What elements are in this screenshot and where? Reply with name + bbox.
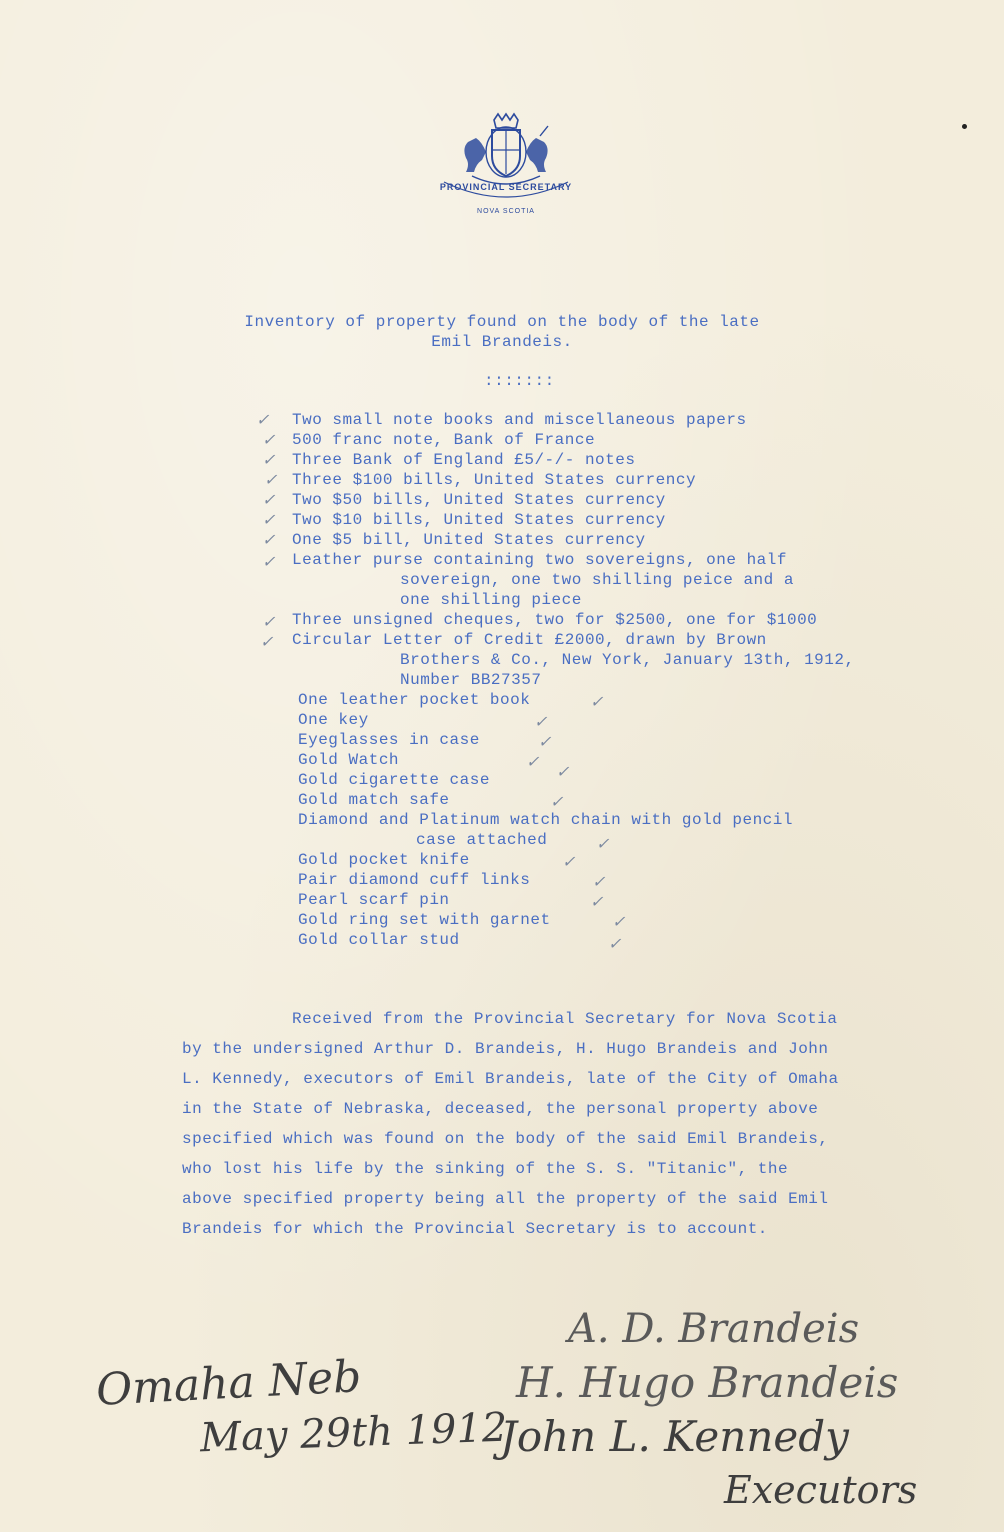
list-item: Gold collar stud xyxy=(298,931,460,949)
coat-of-arms-icon xyxy=(436,112,576,222)
signature-role: Executors xyxy=(724,1468,918,1512)
list-item: Two small note books and miscellaneous papers xyxy=(292,411,747,429)
list-item: case attached xyxy=(416,831,548,849)
check-mark-icon: ✓ xyxy=(596,834,610,853)
list-item: Leather purse containing two sovereigns, one half xyxy=(292,551,787,569)
list-item: 500 franc note, Bank of France xyxy=(292,431,596,449)
check-mark-icon: ✓ xyxy=(262,490,276,509)
list-item: Brothers & Co., New York, January 13th, 1912, xyxy=(400,651,855,669)
list-item: One key xyxy=(298,711,369,729)
check-mark-icon: ✓ xyxy=(260,632,274,651)
letterhead-crest xyxy=(436,112,576,222)
check-mark-icon: ✓ xyxy=(526,752,540,771)
ink-spot xyxy=(962,124,967,129)
list-item: Gold cigarette case xyxy=(298,771,490,789)
check-mark-icon: ✓ xyxy=(590,692,604,711)
check-mark-icon: ✓ xyxy=(262,612,276,631)
list-item: One $5 bill, United States currency xyxy=(292,531,646,549)
check-mark-icon: ✓ xyxy=(262,430,276,449)
list-item: Three $100 bills, United States currency xyxy=(292,471,697,489)
list-item: One leather pocket book xyxy=(298,691,531,709)
check-mark-icon: ✓ xyxy=(590,892,604,911)
signature-arthur: A. D. Brandeis xyxy=(568,1306,860,1352)
list-item: Three unsigned cheques, two for $2500, one for $1000 xyxy=(292,611,818,629)
check-mark-icon: ✓ xyxy=(538,732,552,751)
check-mark-icon: ✓ xyxy=(592,872,606,891)
letterhead-office: PROVINCIAL SECRETARY xyxy=(439,182,573,192)
list-item: Two $10 bills, United States currency xyxy=(292,511,666,529)
receipt-line: Received from the Provincial Secretary for Nova Scotia xyxy=(292,1010,838,1028)
receipt-line: by the undersigned Arthur D. Brandeis, H. Hugo Brandeis and John xyxy=(182,1040,829,1058)
list-item: Three Bank of England £5/-/- notes xyxy=(292,451,636,469)
receipt-line: Brandeis for which the Provincial Secretary is to account. xyxy=(182,1220,768,1238)
list-item: Circular Letter of Credit £2000, drawn by Brown xyxy=(292,631,767,649)
handwritten-date: May 29th 1912 xyxy=(199,1404,509,1462)
receipt-line: in the State of Nebraska, deceased, the personal property above xyxy=(182,1100,819,1118)
document-title xyxy=(0,312,1004,352)
receipt-line: who lost his life by the sinking of the S. S. "Titanic", the xyxy=(182,1160,789,1178)
check-mark-icon: ✓ xyxy=(534,712,548,731)
list-item: Diamond and Platinum watch chain with gold pencil xyxy=(298,811,793,829)
check-mark-icon: ✓ xyxy=(262,552,276,571)
check-mark-icon: ✓ xyxy=(262,450,276,469)
check-mark-icon: ✓ xyxy=(550,792,564,811)
list-item: Pair diamond cuff links xyxy=(298,871,531,889)
check-mark-icon: ✓ xyxy=(262,530,276,549)
list-item: Eyeglasses in case xyxy=(298,731,480,749)
check-mark-icon: ✓ xyxy=(256,410,270,429)
check-mark-icon: ✓ xyxy=(562,852,576,871)
receipt-line: L. Kennedy, executors of Emil Brandeis, late of the City of Omaha xyxy=(182,1070,839,1088)
list-item: one shilling piece xyxy=(400,591,582,609)
list-item: sovereign, one two shilling peice and a xyxy=(400,571,794,589)
list-item: Gold match safe xyxy=(298,791,450,809)
letterhead-province: NOVA SCOTIA xyxy=(477,208,535,215)
check-mark-icon: ✓ xyxy=(608,934,622,953)
list-item: Number BB27357 xyxy=(400,671,542,689)
list-item: Gold ring set with garnet xyxy=(298,911,551,929)
title-separator: ::::::: xyxy=(484,372,555,390)
handwritten-place: Omaha Neb xyxy=(94,1351,363,1416)
title-line-2: Emil Brandeis. xyxy=(431,333,573,351)
list-item: Gold pocket knife xyxy=(298,851,470,869)
title-line-1: Inventory of property found on the body of the late xyxy=(244,313,760,331)
receipt-line: specified which was found on the body of the said Emil Brandeis, xyxy=(182,1130,829,1148)
check-mark-icon: ✓ xyxy=(556,762,570,781)
list-item: Pearl scarf pin xyxy=(298,891,450,909)
check-mark-icon: ✓ xyxy=(264,470,278,489)
check-mark-icon: ✓ xyxy=(262,510,276,529)
list-item: Two $50 bills, United States currency xyxy=(292,491,666,509)
check-mark-icon: ✓ xyxy=(612,912,626,931)
receipt-line: above specified property being all the property of the said Emil xyxy=(182,1190,829,1208)
signature-kennedy: John L. Kennedy xyxy=(500,1412,849,1461)
signature-hugo: H. Hugo Brandeis xyxy=(516,1358,899,1407)
list-item: Gold Watch xyxy=(298,751,400,769)
